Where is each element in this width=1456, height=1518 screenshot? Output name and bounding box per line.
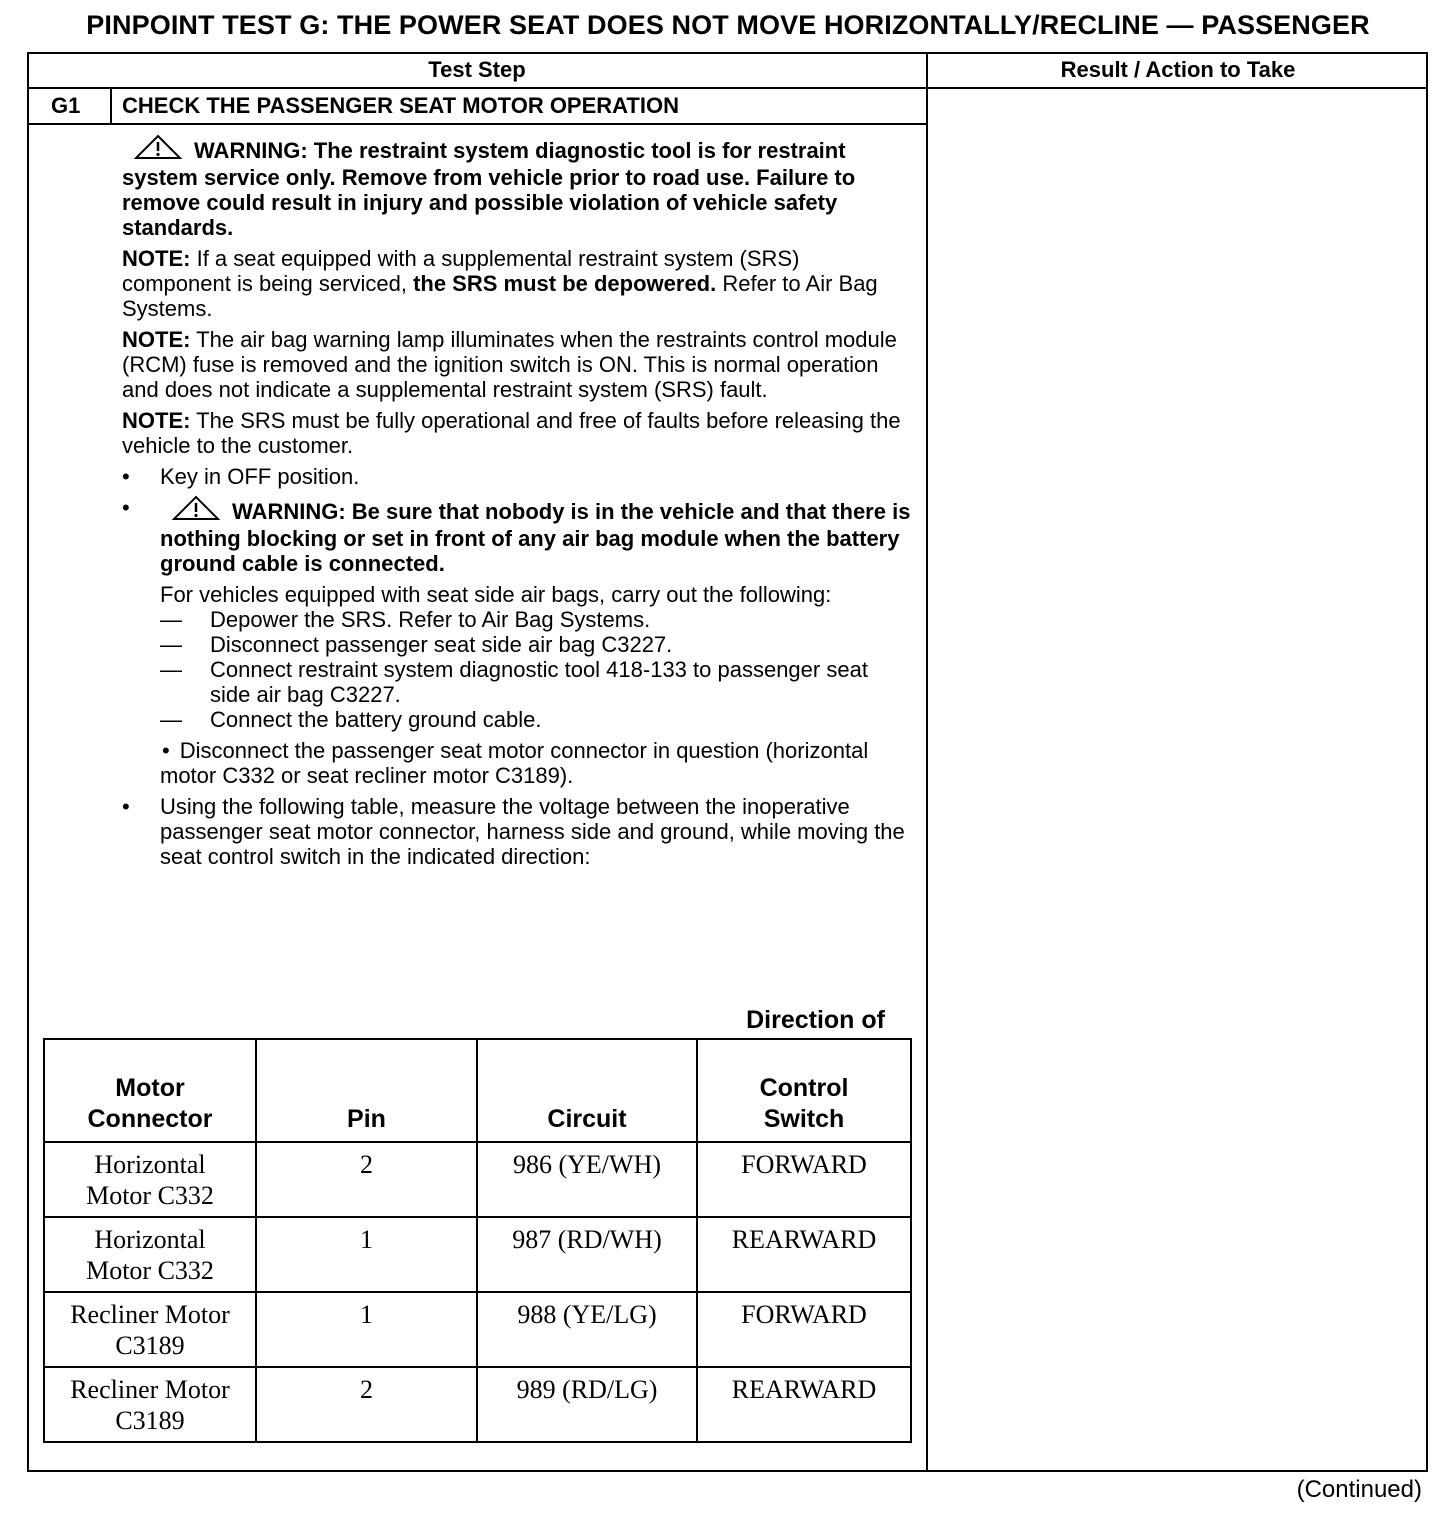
note-label: NOTE: <box>122 408 191 433</box>
note-srs-depower-reference: Refer to Air Bag Systems. <box>122 271 878 321</box>
dash-item <box>122 632 912 657</box>
disconnect-motor-connector-text: Disconnect the passenger seat motor connector in question (horizontal motor C332 or seat recliner motor C3189). <box>160 738 869 788</box>
warning-restraint-tool-text: WARNING: The restraint system diagnostic tool is for restraint system service only. Remove from vehicle prior to road use. Failure to remove could result in injury and possible violation of vehicle safety standards. <box>122 138 856 240</box>
note-srs-depower-text: If a seat equipped with a supplemental restraint system (SRS) component is being serviced, <box>122 246 800 296</box>
bullet-mark: • <box>122 794 130 819</box>
column-header-test-step: Test Step <box>428 57 526 82</box>
cell-circuit: 986 (YE/WH) <box>477 1142 697 1217</box>
header-motor-connector: Motor Connector <box>44 1039 256 1142</box>
dash-item <box>122 657 912 707</box>
cell-motor-connector: Recliner Motor C3189 <box>44 1292 256 1367</box>
warning-nobody-in-vehicle-text: WARNING: Be sure that nobody is in the vehicle and that there is nothing blocking or set in front of any air bag module when the battery ground cable is connected. <box>160 499 911 576</box>
dash-item <box>122 607 912 632</box>
note-airbag-lamp-text: The air bag warning lamp illuminates when the restraints control module (RCM) fuse is removed and the ignition switch is ON. This is normal operation and does not indicate a supplemental restraint system (SRS) fault. <box>122 327 897 402</box>
step-id: G1 <box>51 93 81 118</box>
table-row <box>44 1367 911 1442</box>
warning-triangle-icon <box>172 495 220 526</box>
cell-control-switch: REARWARD <box>697 1367 911 1442</box>
seat-side-intro: For vehicles equipped with seat side air bags, carry out the following: <box>160 582 832 607</box>
cell-motor-connector: Horizontal Motor C332 <box>44 1217 256 1292</box>
dash-mark: — <box>160 607 182 632</box>
bullet-measure-voltage-text: Using the following table, measure the voltage between the inoperative passenger seat motor connector, harness side and ground, while moving the seat control switch in the indicated direction: <box>160 794 905 869</box>
cell-control-switch: FORWARD <box>697 1292 911 1367</box>
table-header-row <box>44 1039 911 1142</box>
table-over-header: Direction of <box>746 1006 885 1034</box>
dash-item-text: Connect the battery ground cable. <box>210 707 542 732</box>
note-srs-depower-emphasis: the SRS must be depowered. <box>413 271 717 296</box>
step-title: CHECK THE PASSENGER SEAT MOTOR OPERATION <box>122 93 679 118</box>
bullet-mark: • <box>122 495 130 520</box>
step-title-divider <box>27 123 928 125</box>
bullet-key-off <box>122 464 912 489</box>
note-srs-operational-text: The SRS must be fully operational and free of faults before releasing the vehicle to the customer. <box>122 408 901 458</box>
note-srs-depower <box>122 246 912 321</box>
cell-circuit: 988 (YE/LG) <box>477 1292 697 1367</box>
note-airbag-lamp <box>122 327 912 402</box>
step-id-divider <box>110 87 112 125</box>
header-control-switch: Control Switch <box>697 1039 911 1142</box>
cell-pin: 2 <box>256 1367 477 1442</box>
dash-item-text: Connect restraint system diagnostic tool 418-133 to passenger seat side air bag C3227. <box>210 657 868 707</box>
continued-label: (Continued) <box>1296 1476 1422 1503</box>
warning-restraint-tool <box>122 134 912 240</box>
header-pin: Pin <box>256 1039 477 1142</box>
dash-mark: — <box>160 657 182 682</box>
note-label: NOTE: <box>122 327 191 352</box>
cell-pin: 2 <box>256 1142 477 1217</box>
table-row <box>44 1292 911 1367</box>
column-divider <box>926 52 928 1472</box>
cell-motor-connector: Horizontal Motor C332 <box>44 1142 256 1217</box>
dash-item <box>122 707 912 732</box>
note-srs-operational <box>122 408 912 458</box>
cell-pin: 1 <box>256 1217 477 1292</box>
warning-nobody-in-vehicle <box>160 495 912 576</box>
table-row <box>44 1217 911 1292</box>
bullet-key-off-text: Key in OFF position. <box>160 464 360 489</box>
cell-pin: 1 <box>256 1292 477 1367</box>
cell-circuit: 989 (RD/LG) <box>477 1367 697 1442</box>
bullet-measure-voltage <box>122 794 912 869</box>
header-divider <box>27 87 1428 89</box>
cell-circuit: 987 (RD/WH) <box>477 1217 697 1292</box>
bullet-airbag-warning <box>122 495 912 788</box>
dash-item-text: Disconnect passenger seat side air bag C3227. <box>210 632 673 657</box>
cell-control-switch: REARWARD <box>697 1217 911 1292</box>
disconnect-motor-connector <box>160 738 912 788</box>
table-row <box>44 1142 911 1217</box>
header-circuit: Circuit <box>477 1039 697 1142</box>
bullet-mark: • <box>122 464 130 489</box>
dash-mark: — <box>160 707 182 732</box>
bullet-mark: • <box>162 738 170 763</box>
warning-triangle-icon <box>134 134 182 165</box>
cell-motor-connector: Recliner Motor C3189 <box>44 1367 256 1442</box>
dash-item-text: Depower the SRS. Refer to Air Bag Systems. <box>210 607 651 632</box>
column-header-result-action: Result / Action to Take <box>1060 57 1296 82</box>
page-title: PINPOINT TEST G: THE POWER SEAT DOES NOT MOVE HORIZONTALLY/RECLINE — PASSENGER <box>86 10 1370 40</box>
dash-mark: — <box>160 632 182 657</box>
step-body <box>122 134 912 875</box>
motor-voltage-table <box>43 1038 912 1443</box>
note-label: NOTE: <box>122 246 191 271</box>
cell-control-switch: FORWARD <box>697 1142 911 1217</box>
